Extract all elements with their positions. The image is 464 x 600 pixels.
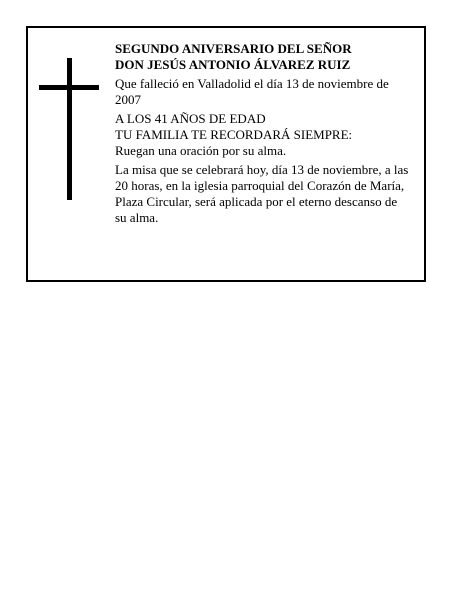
notice-text-block xyxy=(115,41,411,226)
prayer-line: Ruegan una oración por su alma. xyxy=(115,143,287,158)
mass-info: La misa que se celebrará hoy, día 13 de noviembre, a las 20 horas, en la iglesia parroquial del Corazón de María, Plaza Circular, será aplicada por el eterno descanso de su alma. xyxy=(115,162,409,225)
notice-heading-line-1: SEGUNDO ANIVERSARIO DEL SEÑOR xyxy=(115,41,352,56)
obituary-notice xyxy=(26,26,426,282)
death-info: Que falleció en Valladolid el día 13 de noviembre de 2007 xyxy=(115,76,389,107)
age-line: A LOS 41 AÑOS DE EDAD xyxy=(115,111,266,126)
notice-heading-line-2: DON JESÚS ANTONIO ÁLVAREZ RUIZ xyxy=(115,57,351,72)
family-line: TU FAMILIA TE RECORDARÁ SIEMPRE: xyxy=(115,127,353,142)
cross-vertical-bar xyxy=(67,58,72,200)
cross-horizontal-bar xyxy=(39,85,99,90)
